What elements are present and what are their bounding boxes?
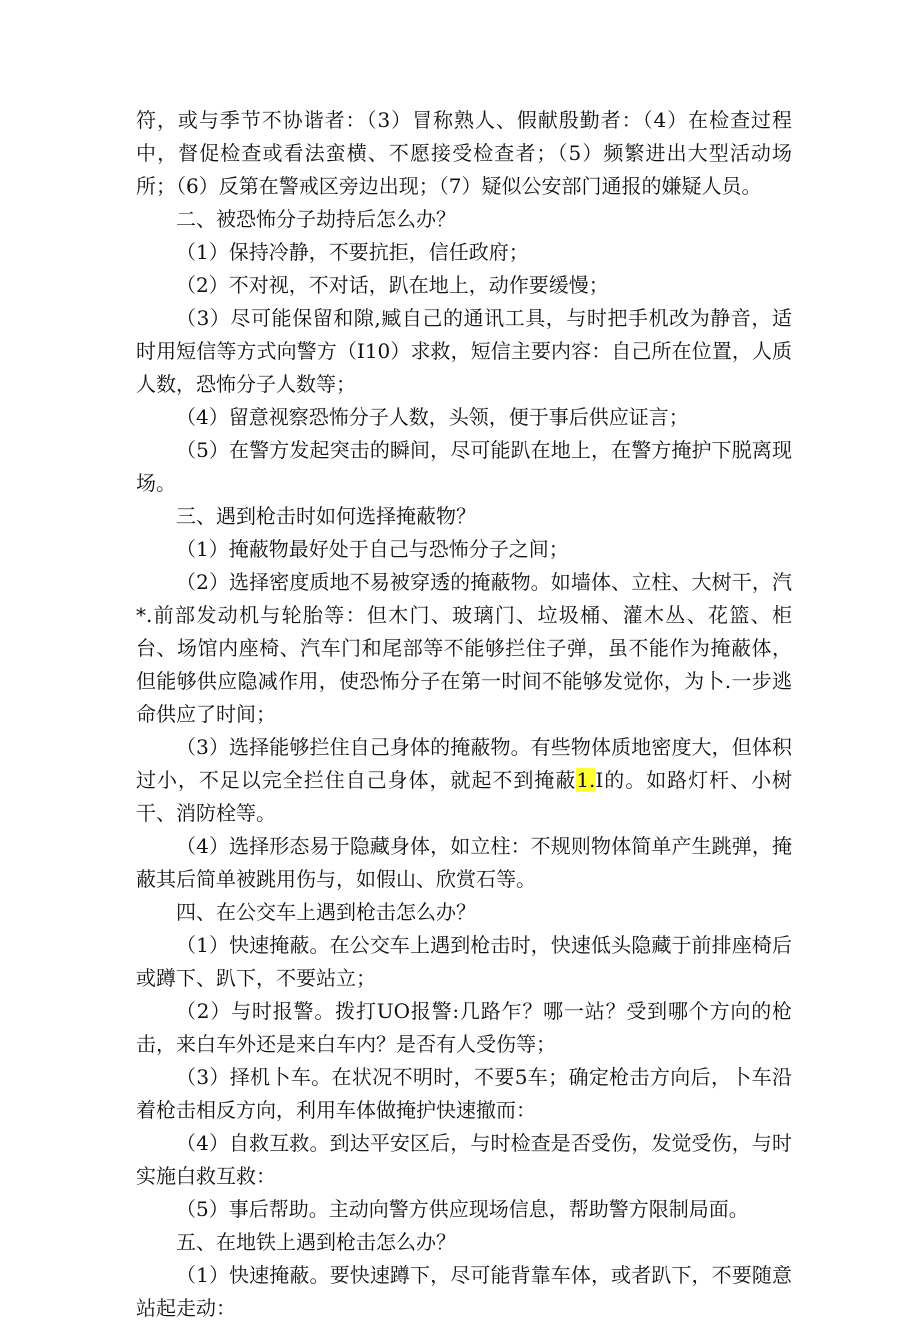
highlighted-text: 1. bbox=[576, 768, 596, 792]
list-item: （1）掩蔽物最好处于自己与恐怖分子之间； bbox=[176, 537, 569, 561]
list-item: （4）自救互救。到达平安区后，与时检查是否受伤，发觉受伤，与时实施白救互救： bbox=[136, 1131, 792, 1188]
paragraph-text-after: I的。如路灯杆、小树干、消防栓等。 bbox=[136, 768, 793, 825]
list-item: （2）与时报警。拨打UO报警:几路乍？哪一站？受到哪个方向的枪击，来白车外还是来白车内？是否有人受伤等； bbox=[136, 999, 792, 1056]
section-heading: 四、在公交车上遇到枪击怎么办？ bbox=[176, 900, 476, 924]
list-item: （1）快速掩蔽。要快速蹲下，尽可能背靠车体，或者趴下，不要随意站起走动： bbox=[136, 1263, 792, 1320]
list-item: （4）选择形态易于隐藏身体，如立柱：不规则物体简单产生跳弹，掩蔽其后简单被跳用伤与，如假山、欣赏石等。 bbox=[136, 834, 792, 891]
list-item: （5）在警方发起突击的瞬间，尽可能趴在地上，在警方掩护下脱离现场。 bbox=[136, 438, 792, 495]
document-body bbox=[136, 104, 792, 1325]
section-heading: 三、遇到枪击时如何选择掩蔽物？ bbox=[176, 504, 476, 528]
section-heading: 二、被恐怖分子劫持后怎么办？ bbox=[176, 207, 456, 231]
list-item: （2）选择密度质地不易被穿透的掩蔽物。如墙体、立柱、大树干，汽*.前部发动机与轮胎等：但木门、玻璃门、垃圾桶、灌木丛、花篮、柜台、场馆内座椅、汽车门和尾部等不能够拦住子弹，虽不能作为掩蔽体，但能够供应隐减作用，使恐怖分子在第一时间不能够发觉你，为卜.一步逃命供应了时间； bbox=[136, 570, 792, 726]
list-item: （1）保持冷静，不要抗拒，信任政府； bbox=[176, 240, 529, 264]
list-item: （3）尽可能保留和隙,臧自己的通讯工具，与时把手机改为静音，适时用短信等方式向警方（I10）求救，短信主要内容：自己所在位置，人质人数，恐怖分子人数等； bbox=[136, 306, 792, 396]
list-item: （4）留意视察恐怖分子人数，头领，便于事后供应证言； bbox=[176, 405, 689, 429]
list-item: （2）不对视，不对话，趴在地上，动作要缓慢； bbox=[176, 273, 609, 297]
list-item: （1）快速掩蔽。在公交车上遇到枪击时，快速低头隐藏于前排座椅后或蹲下、趴下，不要站立； bbox=[136, 933, 792, 990]
list-item: （5）事后帮助。主动向警方供应现场信息，帮助警方限制局面。 bbox=[176, 1197, 749, 1221]
list-item bbox=[136, 731, 792, 830]
list-item: （3）择机卜车。在状况不明时，不要5车；确定枪击方向后，卜车沿着枪击相反方向，利用车体做掩护快速撤而： bbox=[136, 1065, 792, 1122]
section-heading: 五、在地铁上遇到枪击怎么办？ bbox=[176, 1230, 456, 1254]
paragraph-text-before: （3）选择能够拦住自己身体的掩蔽物。有些物体质地密度大，但体积过小，不足以完全拦住自己身体，就起不到掩蔽 bbox=[136, 735, 792, 792]
paragraph: 符，或与季节不协谐者：（3）冒称熟人、假献殷勤者：（4）在检查过程中，督促检查或看法蛮横、不愿接受检查者；（5）频繁进出大型活动场所；（6）反第在警戒区旁边出现；（7）疑似公安部门通报的嫌疑人员。 bbox=[136, 108, 792, 198]
